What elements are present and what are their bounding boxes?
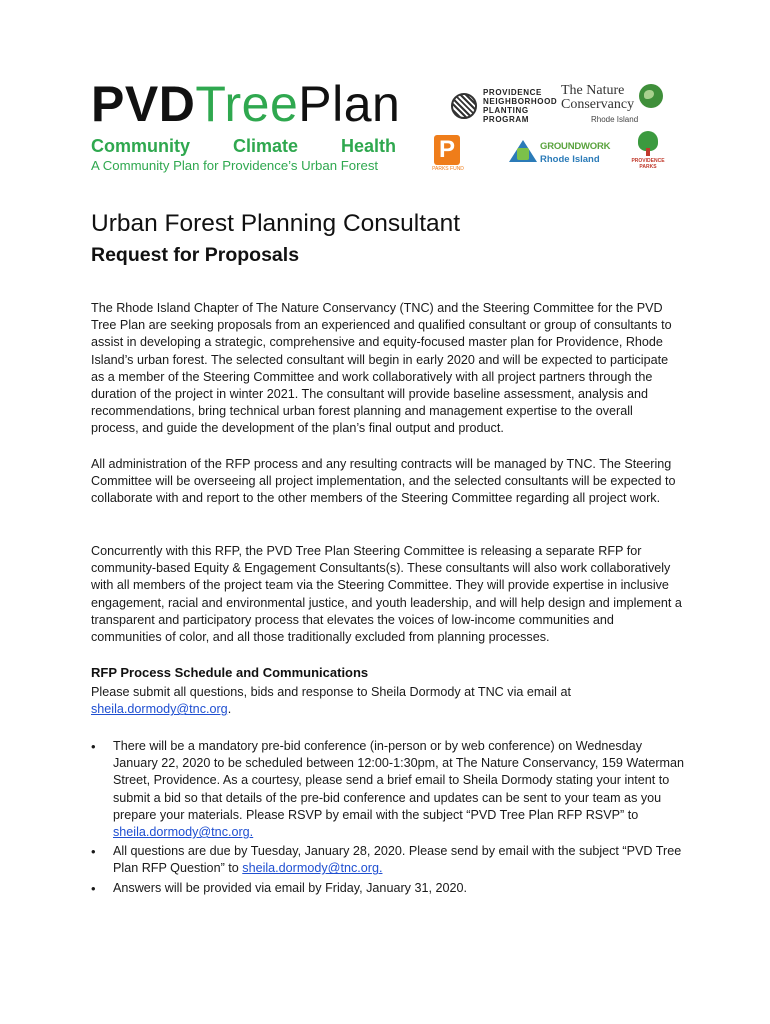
contact-email-link[interactable]: sheila.dormody@tnc.org [91,702,228,717]
document-title: Urban Forest Planning Consultant [91,210,461,237]
document-subtitle: Request for Proposals [91,244,300,266]
parks-fund-caption: PARKS FUND [432,166,464,172]
ppp-logo-text [483,88,557,124]
ppp-line: PROGRAM [483,115,529,124]
groundwork-region: Rhode Island [540,154,600,165]
ppp-line: PLANTING [483,106,529,115]
list-item [91,880,686,897]
tnc-logo-region: Rhode Island [591,115,639,124]
schedule-intro-text: Please submit all questions, bids and response to Sheila Dormody at TNC via email at [91,685,571,699]
tnc-name-line-2: Conservancy [561,97,635,112]
tag-health: Health [340,136,396,156]
list-item [91,843,686,877]
brand-title [91,78,400,130]
administration-paragraph: All administration of the RFP process and any resulting contracts will be managed by TNC. The Steering Committee will be overseeing all project implementation, and the selected consultants will be expected to collaborate with and report to the other members of the Steering Committee regarding all project work. [91,457,676,506]
brand-tagline [91,136,396,157]
tree-trunk-icon [646,148,650,156]
globe-icon [639,84,663,108]
schedule-bullet-list [91,738,686,899]
ppp-logo [451,86,558,126]
brand-logo [91,78,400,130]
groundwork-logo [509,138,611,170]
groundwork-triangle-icon [509,140,537,162]
ppp-line: PROVIDENCE [483,88,542,97]
list-item [91,738,686,841]
question-email-link[interactable]: sheila.dormody@tnc.org. [242,861,383,876]
schedule-heading: RFP Process Schedule and Communications [91,665,369,680]
brand-subtitle: A Community Plan for Providence’s Urban Forest [91,158,379,173]
brand-plan: Plan [298,76,401,132]
tag-community: Community [91,136,190,156]
brand-pvd: PVD [91,76,196,132]
tnc-name-line-1: The Nature [561,83,625,98]
providence-parks-caption: PROVIDENCE PARKS [631,158,665,170]
rsvp-email-link[interactable]: sheila.dormody@tnc.org. [113,825,254,840]
tnc-logo-name [561,84,634,112]
equity-rfp-paragraph: Concurrently with this RFP, the PVD Tree Plan Steering Committee is releasing a separate RFP for community-based Equity & Engagement Consultants(s). These consultants will also work collaboratively with all members of the project team via the Steering Committee. They will provide expertise in inclusive engagement, racial and environmental justice, and youth leadership, and will help design and implement a transparent and participatory process that elevates the voices of low-income communities and communities of color, and all those traditionally excluded from planning processes. [91,544,682,645]
parks-fund-logo [428,135,468,175]
parks-fund-p-icon: P [434,135,460,165]
intro-paragraph: The Rhode Island Chapter of The Nature Conservancy (TNC) and the Steering Committee for the PVD Tree Plan are seeking proposals from an experienced and qualified consultant or group of consultants to assist in developing a strategic, comprehensive and equity-focused master plan for Providence, Rhode Island’s urban forest. The selected consultant will begin in early 2020 and will be expected to participate as a member of the Steering Committee and work collaboratively with all project partners through the duration of the project in winter 2021. The consultant will provide baseline assessment, analysis and recommendations, bring technical urban forest planning and management expertise to the overall process, and guide the development of the plan’s final output and product. [91,301,672,436]
schedule-intro-end: . [227,702,232,717]
bullet-text: Answers will be provided via email by Friday, January 31, 2020. [113,880,467,895]
tnc-logo [561,84,665,128]
brand-tree: Tree [195,76,299,132]
tree-rings-icon [451,93,477,119]
tag-climate: Climate [232,136,298,156]
schedule-intro [91,684,683,718]
providence-parks-logo [628,131,668,173]
groundwork-name: GROUNDWORK [540,141,611,152]
ppp-line: NEIGHBORHOOD [483,97,558,106]
bullet-text: All questions are due by Tuesday, January 28, 2020. Please send by email with the subject “PVD Tree Plan RFP Question” to [113,844,682,876]
bullet-text: There will be a mandatory pre-bid conference (in-person or by web conference) on Wednesday January 22, 2020 to be scheduled between 12:00-1:30pm, at The Nature Conservancy, 159 Waterman Street, Providence. As a courtesy, please send a brief email to Sheila Dormody stating your intent to submit a bid so that details of the pre-bid conference and updates can be sent to your team as you prepare your materials. Please RSVP by email with the subject “PVD Tree Plan RFP RSVP” to [113,739,685,822]
